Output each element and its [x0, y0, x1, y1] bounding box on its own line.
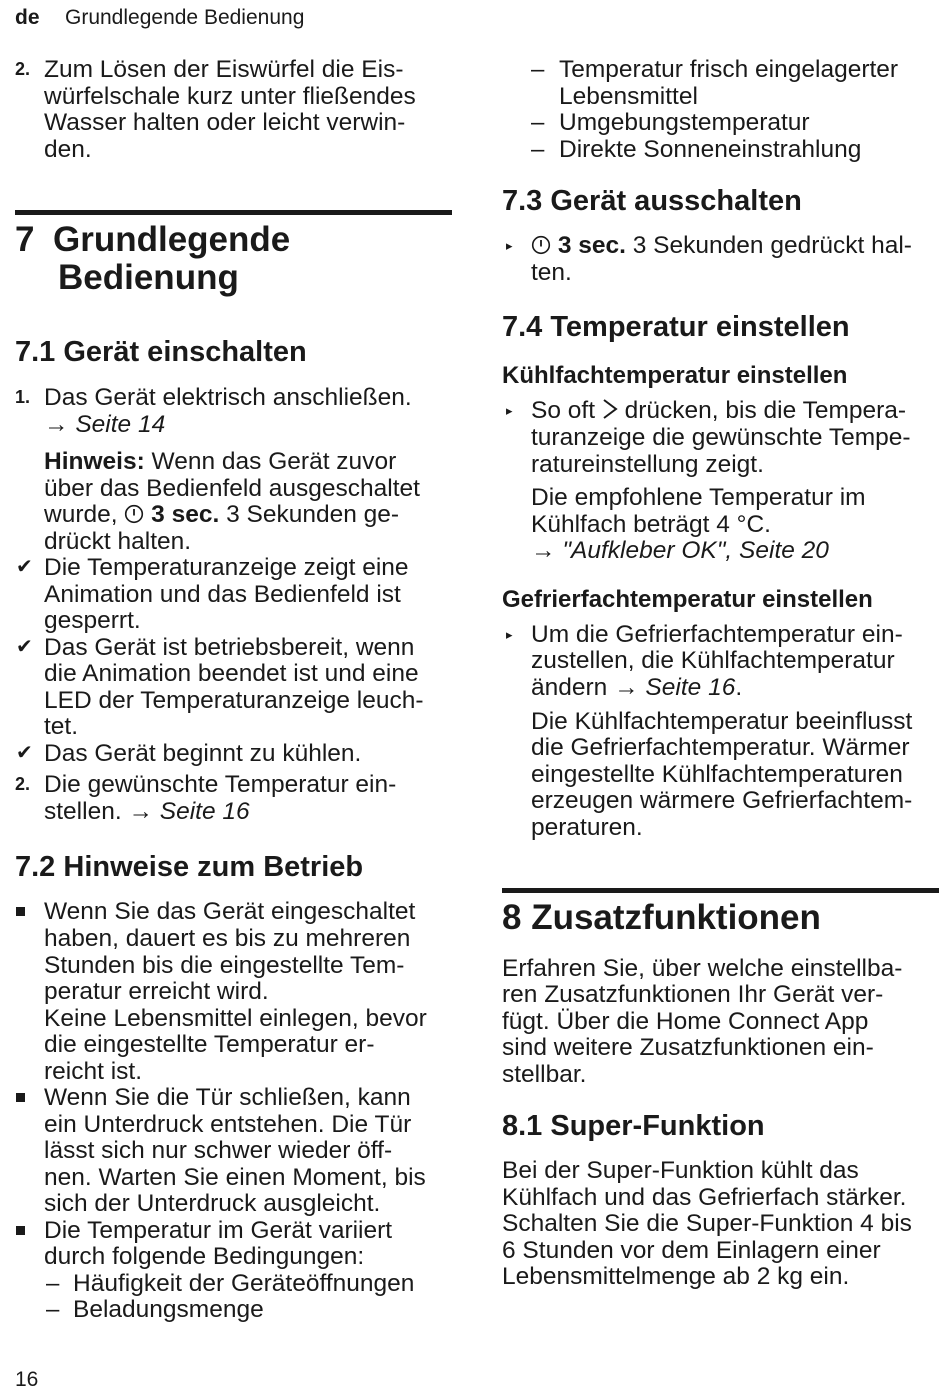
note-text: wurde, [44, 501, 125, 528]
bullet-square [16, 907, 25, 916]
result-line: Animation und das Bedienfeld ist [44, 581, 401, 608]
paragraph-line: Lebensmittelmenge ab 2 kg ein. [502, 1263, 850, 1290]
paragraph-line: ren Zusatzfunktionen Ihr Gerät ver- [502, 981, 884, 1008]
chapter-title: Grundlegende [53, 220, 291, 259]
result-line: Die Temperaturanzeige zeigt eine [44, 554, 409, 581]
section-title-7-4: 7.4 Temperatur einstellen [502, 311, 850, 343]
arrow-icon: → [531, 537, 556, 564]
section-rule [15, 210, 452, 215]
paragraph-line: peraturen. [531, 814, 643, 841]
bullet-line: Keine Lebensmittel einlegen, bevor [44, 1005, 427, 1032]
running-header-title: Grundlegende Bedienung [65, 6, 305, 29]
section-rule [502, 888, 939, 893]
step-line: ten. [531, 259, 572, 286]
step-text [44, 798, 250, 825]
step-line: ratureinstellung zeigt. [531, 451, 764, 478]
bullet-line: Die Temperatur im Gerät variiert [44, 1217, 393, 1244]
paragraph-line: würfelschale kurz unter fließendes [44, 83, 416, 110]
duration-label: 3 sec. [557, 232, 626, 259]
section-title-7-3: 7.3 Gerät ausschalten [502, 185, 802, 217]
page-reference[interactable] [128, 798, 249, 825]
arrow-icon: → [44, 411, 69, 438]
paragraph-line: Die empfohlene Temperatur im [531, 484, 866, 511]
sub-bullet-line: Häufigkeit der Geräteöffnungen [73, 1270, 415, 1297]
step-text: drücken, bis die Tempera- [617, 397, 907, 424]
bullet-line: reicht ist. [44, 1058, 143, 1085]
reference-text: Seite 16 [645, 674, 736, 701]
paragraph-line: 6 Stunden vor dem Einlagern einer [502, 1237, 881, 1264]
paragraph-line: sind weitere Zusatzfunktionen ein- [502, 1034, 874, 1061]
step-number: 2. [15, 59, 31, 79]
step-text-part: stellen. [44, 798, 122, 825]
power-icon [124, 504, 144, 524]
sub-bullet-line: Lebensmittel [559, 83, 698, 110]
dash-bullet: – [531, 56, 545, 83]
bullet-square [16, 1226, 25, 1235]
page-reference[interactable] [531, 537, 829, 564]
paragraph-line: Kühlfach und das Gefrierfach stärker. [502, 1184, 907, 1211]
chapter-number: 7 [15, 220, 35, 259]
result-line: die Animation beendet ist und eine [44, 660, 419, 687]
paragraph-line: stellbar. [502, 1061, 587, 1088]
bullet-square [16, 1093, 25, 1102]
dash-bullet: – [46, 1296, 60, 1323]
result-line: tet. [44, 713, 79, 740]
bullet-line: sich der Unterdruck ausgleicht. [44, 1190, 381, 1217]
paragraph-line: Schalten Sie die Super-Funktion 4 bis [502, 1210, 912, 1237]
step-line [531, 674, 742, 701]
dash-bullet: – [531, 136, 545, 163]
chevron-right-icon [602, 399, 618, 419]
page-number: 16 [15, 1368, 39, 1391]
arrow-icon: → [128, 798, 153, 825]
section-title-7-1: 7.1 Gerät einschalten [15, 336, 307, 368]
sub-bullet-line: Beladungsmenge [73, 1296, 264, 1323]
step-line [531, 397, 906, 424]
paragraph-line: fügt. Über die Home Connect App [502, 1008, 869, 1035]
note-line: über das Bedienfeld ausgeschaltet [44, 475, 420, 502]
check-icon: ✔ [16, 742, 33, 764]
sub-bullet-line: Temperatur frisch eingelagerter [559, 56, 899, 83]
paragraph-line: Zum Lösen der Eiswürfel die Eis- [44, 56, 404, 83]
step-line: turanzeige die gewünschte Tempe- [531, 424, 911, 451]
reference-text: Seite 14 [75, 411, 166, 438]
paragraph-line: Bei der Super-Funktion kühlt das [502, 1157, 859, 1184]
sub-bullet-line: Direkte Sonneneinstrahlung [559, 136, 862, 163]
bullet-line: nen. Warten Sie einen Moment, bis [44, 1164, 426, 1191]
step-number: 1. [15, 387, 31, 407]
arrow-icon: → [614, 674, 639, 701]
bullet-line: Wenn Sie das Gerät eingeschaltet [44, 898, 416, 925]
note-line: drückt halten. [44, 528, 192, 555]
paragraph-line: Wasser halten oder leicht verwin- [44, 109, 406, 136]
page-reference[interactable] [614, 674, 735, 701]
section-title-8-1: 8.1 Super-Funktion [502, 1110, 765, 1142]
bullet-line: lässt sich nur schwer wieder öff- [44, 1137, 393, 1164]
step-text: . [735, 674, 743, 701]
result-line: Das Gerät ist betriebsbereit, wenn [44, 634, 415, 661]
sub-bullet-line: Umgebungstemperatur [559, 109, 810, 136]
note-line [44, 501, 399, 528]
power-icon [531, 235, 551, 255]
note-text: 3 Sekunden ge- [219, 501, 400, 528]
bullet-line: peratur erreicht wird. [44, 978, 269, 1005]
paragraph-line: Kühlfach beträgt 4 °C. [531, 511, 771, 538]
step-text: Das Gerät elektrisch anschließen. [44, 384, 412, 411]
paragraph-line: den. [44, 136, 92, 163]
subsection-title: Kühlfachtemperatur einstellen [502, 362, 848, 389]
duration-label: 3 sec. [151, 501, 220, 528]
bullet-line: ein Unterdruck entstehen. Die Tür [44, 1111, 412, 1138]
bullet-line: Wenn Sie die Tür schließen, kann [44, 1084, 411, 1111]
step-text: 3 Sekunden gedrückt hal- [625, 232, 912, 259]
subsection-title: Gefrierfachtemperatur einstellen [502, 586, 873, 613]
bullet-line: haben, dauert es bis zu mehreren [44, 925, 411, 952]
reference-text: "Aufkleber OK", Seite 20 [562, 537, 829, 564]
dash-bullet: – [531, 109, 545, 136]
paragraph-line: eingestellte Kühlfachtemperaturen [531, 761, 903, 788]
result-line: LED der Temperaturanzeige leuch- [44, 687, 424, 714]
step-text: Die gewünschte Temperatur ein- [44, 771, 397, 798]
check-icon: ✔ [16, 636, 33, 658]
step-triangle-icon: ▸ [506, 627, 513, 642]
paragraph-line: Die Kühlfachtemperatur beeinflusst [531, 708, 913, 735]
step-triangle-icon: ▸ [506, 403, 513, 418]
language-code: de [15, 6, 40, 29]
step-line: Um die Gefrierfachtemperatur ein- [531, 621, 903, 648]
step-line: zustellen, die Kühlfachtemperatur [531, 647, 895, 674]
step-text: So oft [531, 397, 602, 424]
step-triangle-icon: ▸ [506, 238, 513, 253]
reference-text: Seite 16 [159, 798, 250, 825]
check-icon: ✔ [16, 556, 33, 578]
page-reference[interactable] [44, 411, 165, 438]
dash-bullet: – [46, 1270, 60, 1297]
step-number: 2. [15, 774, 31, 794]
bullet-line: durch folgende Bedingungen: [44, 1243, 365, 1270]
bullet-line: die eingestellte Temperatur er- [44, 1031, 375, 1058]
chapter-title-line2: Bedienung [58, 258, 239, 297]
paragraph-line: die Gefrierfachtemperatur. Wärmer [531, 734, 910, 761]
chapter-title: 8 Zusatzfunktionen [502, 898, 821, 937]
step-text: ändern [531, 674, 615, 701]
result-line: gesperrt. [44, 607, 141, 634]
section-title-7-2: 7.2 Hinweise zum Betrieb [15, 851, 364, 883]
paragraph-line: Erfahren Sie, über welche einstellba- [502, 955, 903, 982]
note-line [44, 448, 396, 475]
note-label: Hinweis: [44, 448, 145, 475]
bullet-line: Stunden bis die eingestellte Tem- [44, 952, 405, 979]
step-line [531, 232, 912, 259]
paragraph-line: erzeugen wärmere Gefrierfachtem- [531, 787, 913, 814]
note-text: Wenn das Gerät zuvor [144, 448, 397, 475]
result-line: Das Gerät beginnt zu kühlen. [44, 740, 362, 767]
